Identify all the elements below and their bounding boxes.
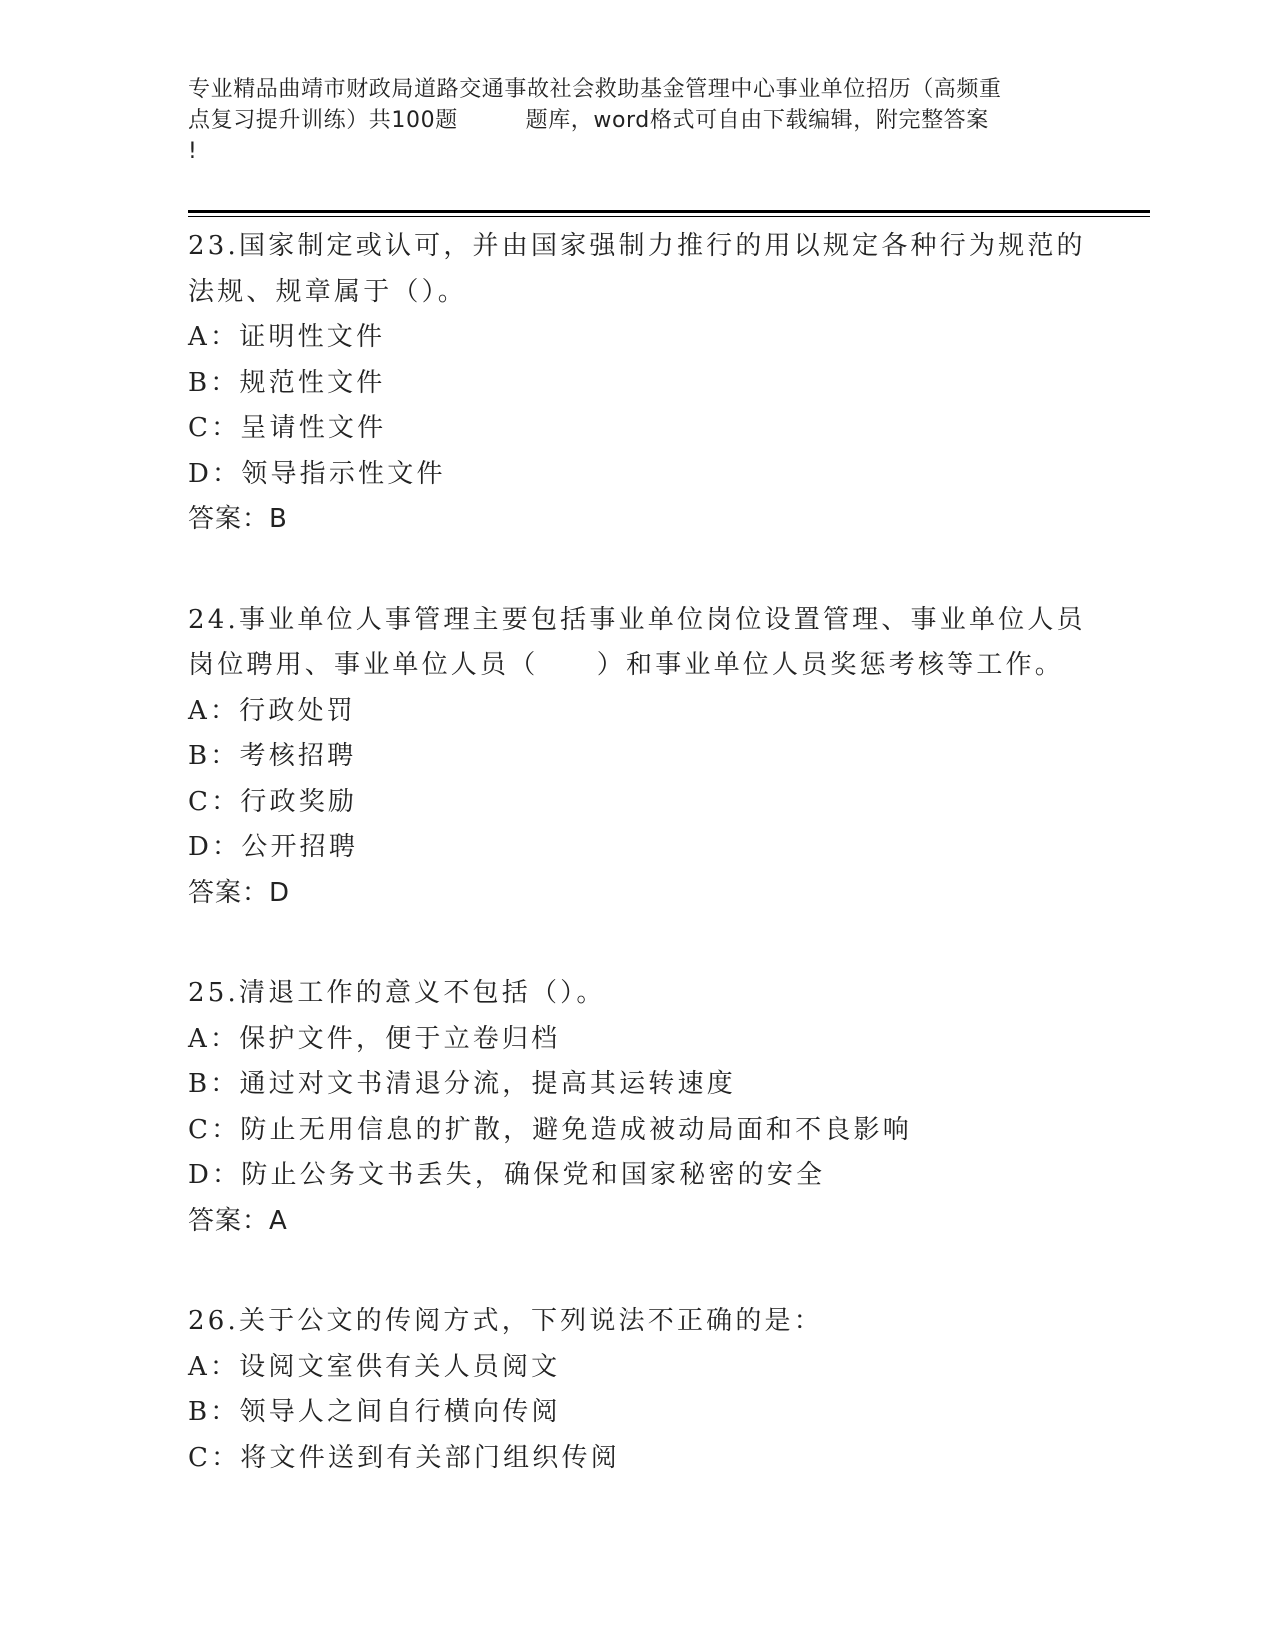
option-c: C：防止无用信息的扩散，避免造成被动局面和不良影响 <box>188 1114 912 1145</box>
option-d: D：防止公务文书丢失，确保党和国家秘密的安全 <box>188 1160 826 1190</box>
option-d: D：公开招聘 <box>188 832 359 862</box>
option-a: A：行政处罚 <box>188 695 356 726</box>
answer: 答案：B <box>188 504 288 534</box>
question-text: 25.清退工作的意义不包括（）。 <box>188 978 606 1008</box>
header-rule-thin <box>188 216 1150 217</box>
option-c: C：呈请性文件 <box>188 413 387 443</box>
question-text: 23.国家制定或认可，并由国家强制力推行的用以规定各种行为规范的 法规、规章属于（）。 <box>188 231 1086 307</box>
option-a: A：保护文件，便于立卷归档 <box>188 1023 561 1054</box>
question-26 <box>188 1299 1088 1481</box>
option-a: A：证明性文件 <box>188 322 386 352</box>
question-24 <box>188 598 1088 917</box>
option-b: B：通过对文书清退分流，提高其运转速度 <box>188 1069 736 1099</box>
question-25 <box>188 971 1088 1244</box>
question-23 <box>188 224 1088 543</box>
option-a: A：设阅文室供有关人员阅文 <box>188 1351 561 1382</box>
option-b: B：规范性文件 <box>188 367 386 398</box>
option-b: B：领导人之间自行横向传阅 <box>188 1397 561 1427</box>
option-c: C：行政奖励 <box>188 786 358 817</box>
document-header: 专业精品曲靖市财政局道路交通事故社会救助基金管理中心事业单位招历（高频重 点复习提升训练）共100题 题库，word格式可自由下载编辑，附完整答案 ! <box>188 77 1002 164</box>
header-rule-thick <box>188 210 1150 213</box>
option-c: C：将文件送到有关部门组织传阅 <box>188 1442 620 1473</box>
option-d: D：领导指示性文件 <box>188 458 446 489</box>
answer: 答案：A <box>188 1205 288 1236</box>
answer: 答案：D <box>188 877 291 908</box>
question-text: 24.事业单位人事管理主要包括事业单位岗位设置管理、事业单位人员 岗位聘用、事业单位人员（ ）和事业单位人员奖惩考核等工作。 <box>188 604 1086 680</box>
option-b: B：考核招聘 <box>188 741 357 771</box>
question-list <box>188 224 1088 1536</box>
question-text: 26.关于公文的传阅方式，下列说法不正确的是： <box>188 1306 823 1336</box>
